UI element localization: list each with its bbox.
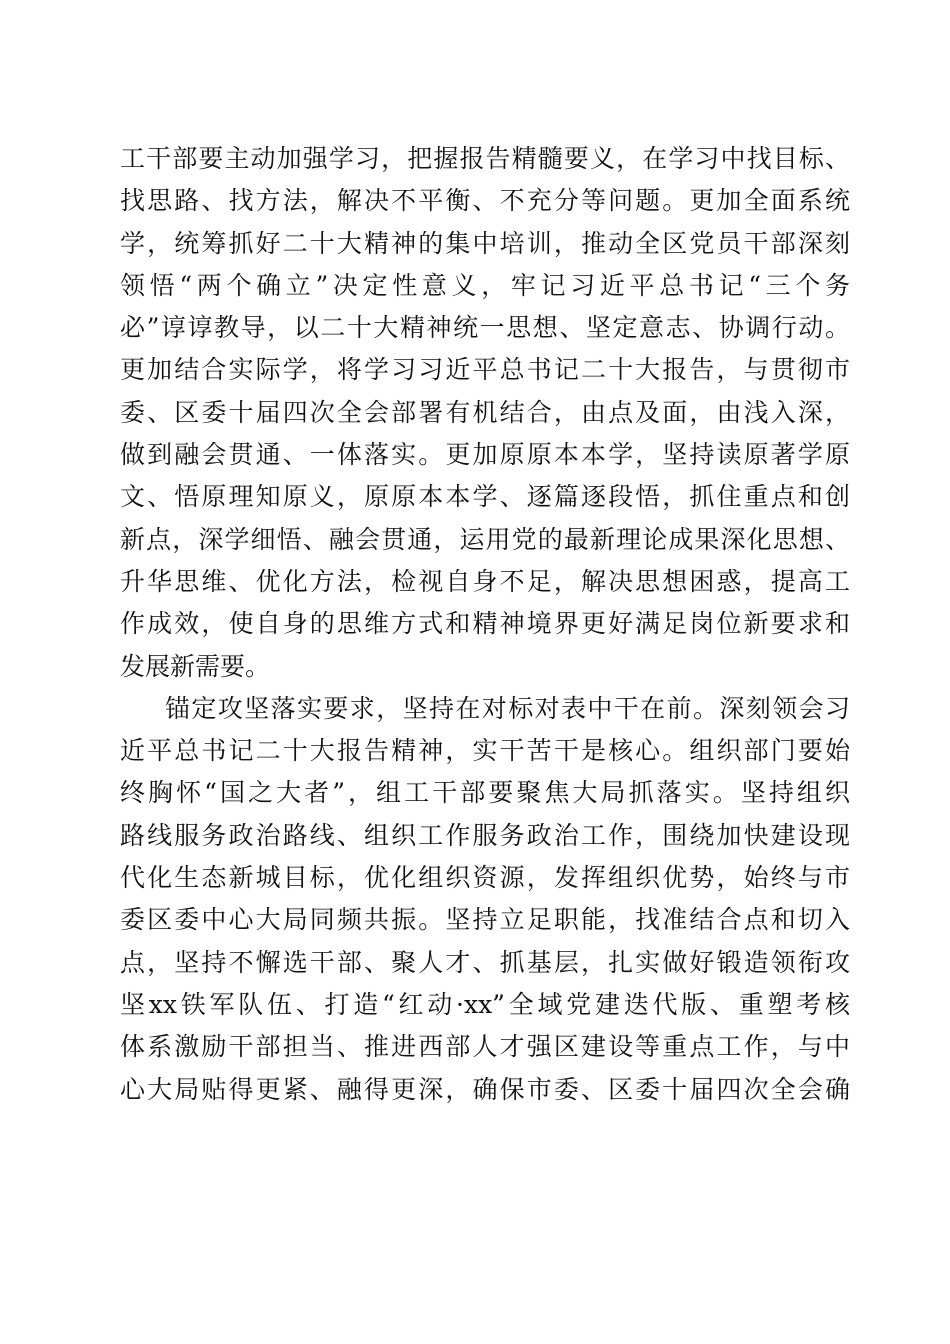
text-line: 新点，深学细悟、融会贯通，运用党的最新理论成果深化思想、 [120, 524, 850, 554]
text-line: 找思路、找方法，解决不平衡、不充分等问题。更加全面系统 [120, 186, 850, 216]
text-line: 近平总书记二十大报告精神，实干苦干是核心。组织部门要始 [120, 736, 850, 766]
text-line: 文、悟原理知原义，原原本本学、逐篇逐段悟，抓住重点和创 [120, 482, 850, 512]
text-line: 委区委中心大局同频共振。坚持立足职能，找准结合点和切入 [120, 905, 850, 935]
text-line: 点，坚持不懈选干部、聚人才、抓基层，扎实做好锻造领衔攻 [120, 947, 850, 977]
text-line: 更加结合实际学，将学习习近平总书记二十大报告，与贯彻市 [120, 355, 850, 385]
text-line: 作成效，使自身的思维方式和精神境界更好满足岗位新要求和 [120, 609, 850, 639]
text-line: 发展新需要。 [120, 651, 271, 681]
document-body [120, 138, 850, 1111]
text-line: 领悟“两个确立”决定性意义，牢记习近平总书记“三个务 [120, 270, 850, 300]
text-line: 做到融会贯通、一体落实。更加原原本本学，坚持读原著学原 [120, 440, 850, 470]
text-line: 坚xx铁军队伍、打造“红动·xx”全域党建迭代版、重塑考核 [120, 989, 850, 1019]
text-line: 锚定攻坚落实要求，坚持在对标对表中干在前。深刻领会习 [165, 693, 850, 723]
text-line: 代化生态新城目标，优化组织资源，发挥组织优势，始终与市 [120, 863, 850, 893]
text-line: 委、区委十届四次全会部署有机结合，由点及面，由浅入深， [120, 397, 850, 427]
paragraph-1 [120, 138, 850, 688]
text-line: 路线服务政治路线、组织工作服务政治工作，围绕加快建设现 [120, 820, 850, 850]
text-line: 终胸怀“国之大者”，组工干部要聚焦大局抓落实。坚持组织 [120, 778, 850, 808]
text-line: 学，统筹抓好二十大精神的集中培训，推动全区党员干部深刻 [120, 228, 850, 258]
text-line: 必”谆谆教导，以二十大精神统一思想、坚定意志、协调行动。 [120, 313, 850, 343]
text-line: 升华思维、优化方法，检视自身不足，解决思想困惑，提高工 [120, 566, 850, 596]
text-line: 心大局贴得更紧、融得更深，确保市委、区委十届四次全会确 [120, 1074, 850, 1104]
text-line: 体系激励干部担当、推进西部人才强区建设等重点工作，与中 [120, 1032, 850, 1062]
text-line: 工干部要主动加强学习，把握报告精髓要义，在学习中找目标、 [120, 144, 850, 173]
paragraph-2 [120, 688, 850, 1111]
